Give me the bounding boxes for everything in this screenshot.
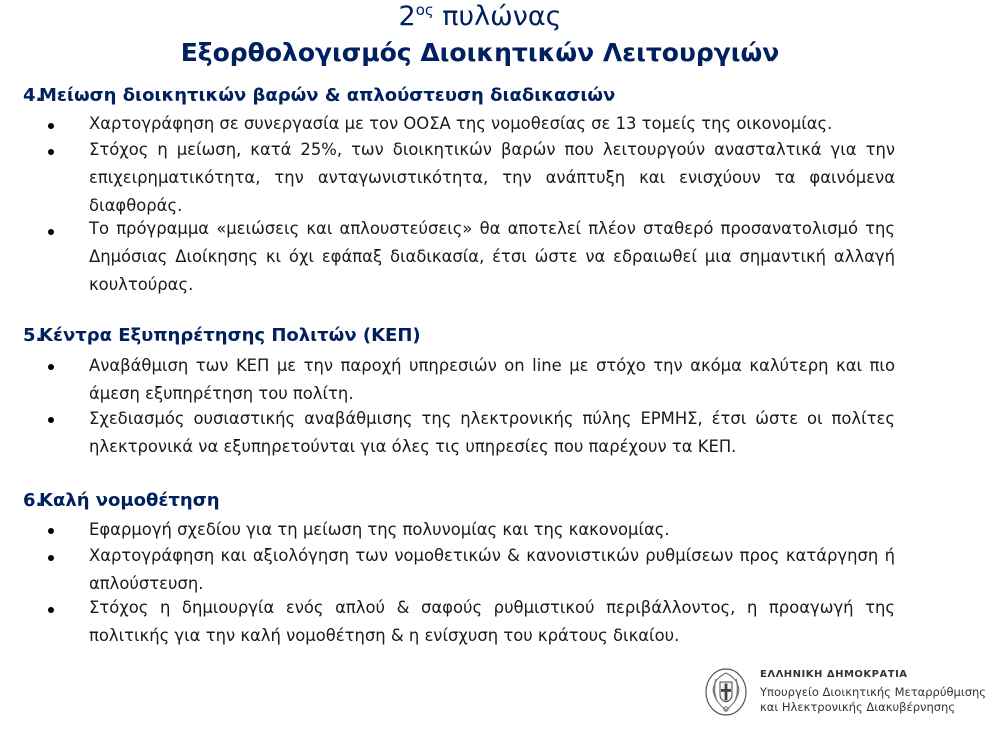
bullet-icon (48, 364, 54, 370)
bullet-icon (48, 149, 54, 155)
bullet-text: Εφαρμογή σχεδίου για τη μείωση της πολυνομίας και της κακονομίας. (89, 520, 670, 539)
bullet-text: Χαρτογράφηση σε συνεργασία με τον ΟΟΣΑ της νομοθεσίας σε 13 τομείς της οικονομίας. (89, 114, 833, 133)
bullet-icon (48, 607, 54, 613)
title-text: πυλώνας (433, 1, 562, 32)
bullet-text: Σχεδιασμός ουσιαστικής αναβάθμισης της ηλεκτρονικής πύλης ΕΡΜΗΣ, έτσι ώστε οι πολίτες ηλεκτρονικά να εξυπηρετούνται για όλες τις υπηρεσίες που παρέχουν τα ΚΕΠ. (89, 409, 895, 456)
bullet-icon (48, 229, 54, 235)
slide-subtitle: Εξορθολογισμός Διοικητικών Λειτουργιών (180, 38, 780, 67)
section-title: Καλή νομοθέτηση (39, 490, 220, 511)
section-number: 6. (23, 490, 43, 511)
title-ordinal: ος (415, 1, 434, 19)
bullet-icon (48, 555, 54, 561)
footer-republic-label: ΕΛΛΗΝΙΚΗ ΔΗΜΟΚΡΑΤΙΑ (760, 669, 908, 680)
bullet-text: Στόχος η δημιουργία ενός απλού & σαφούς ρυθμιστικού περιβάλλοντος, η προαγωγή της πολιτικής για την καλή νομοθέτηση & η ενίσχυση του κράτους δικαίου. (89, 598, 895, 645)
section-number: 5. (23, 325, 43, 346)
section-title: Μείωση διοικητικών βαρών & απλούστευση διαδικασιών (39, 85, 616, 106)
slide-title (0, 0, 960, 34)
bullet-icon (48, 528, 54, 534)
bullet-text: Αναβάθμιση των ΚΕΠ με την παροχή υπηρεσιών on line με στόχο την ακόμα καλύτερη και πιο άμεση εξυπηρέτηση του πολίτη. (89, 356, 895, 403)
bullet-icon (48, 123, 54, 129)
footer-ministry-line1: Υπουργείο Διοικητικής Μεταρρύθμισης (760, 685, 986, 699)
title-number: 2 (398, 1, 416, 32)
section-number: 4. (23, 85, 43, 106)
bullet-text: Στόχος η μείωση, κατά 25%, των διοικητικών βαρών που λειτουργούν ανασταλτικά για την επιχειρηματικότητα, την ανταγωνιστικότητα, την ανάπτυξη και ενισχύουν τα φαινόμενα διαφθοράς. (89, 140, 895, 215)
greek-coat-of-arms-icon (705, 668, 747, 716)
bullet-text: Το πρόγραμμα «μειώσεις και απλουστεύσεις» θα αποτελεί πλέον σταθερό προσανατολισμό της Δημόσιας Διοίκησης κι όχι εφάπαξ διαδικασία, έτσι ώστε να εδραιωθεί μια σημαντική αλλαγή κουλτούρας. (89, 219, 895, 294)
bullet-text: Χαρτογράφηση και αξιολόγηση των νομοθετικών & κανονιστικών ρυθμίσεων προς κατάργηση ή απλούστευση. (89, 546, 895, 593)
bullet-icon (48, 417, 54, 423)
section-title: Κέντρα Εξυπηρέτησης Πολιτών (ΚΕΠ) (39, 325, 421, 346)
footer-ministry-line2: και Ηλεκτρονικής Διακυβέρνησης (760, 700, 956, 714)
